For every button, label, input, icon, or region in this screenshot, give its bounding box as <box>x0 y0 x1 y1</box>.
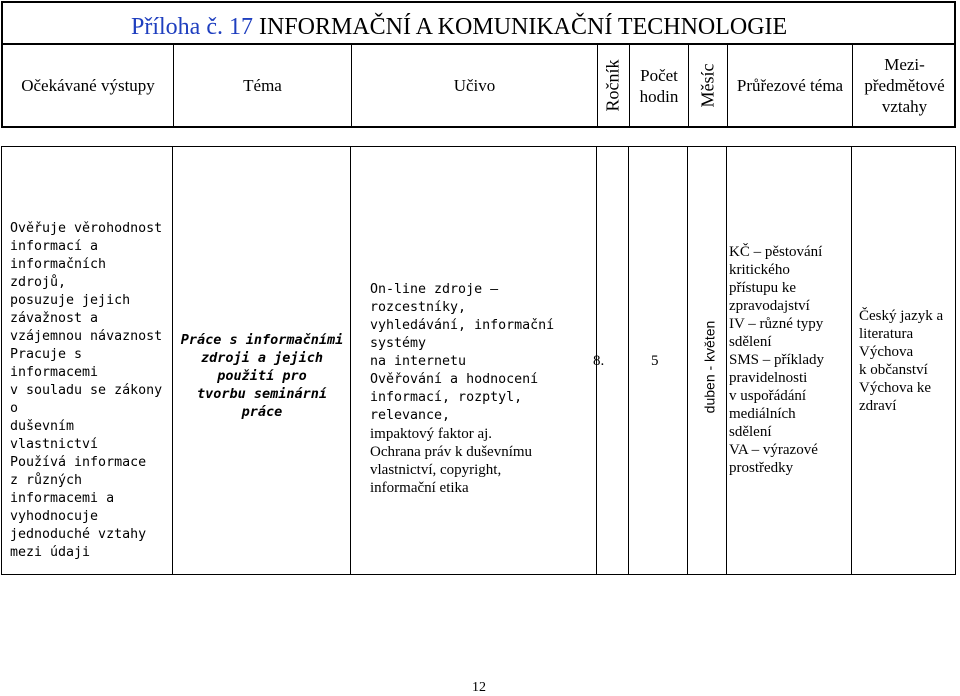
header-topic: Téma <box>243 76 282 95</box>
cell-inter-subject: Český jazyk a literatura Výchova k občanství Výchova ke zdraví <box>859 308 944 414</box>
header-grade: Ročník <box>602 59 623 112</box>
header-outputs: Očekávané výstupy <box>21 76 155 95</box>
title-main: INFORMAČNÍ A KOMUNIKAČNÍ TECHNOLOGIE <box>258 14 788 40</box>
header-month: Měsíc <box>697 63 718 108</box>
page-number: 12 <box>472 680 486 695</box>
cell-cross-topic: KČ – pěstování kritického přístupu ke zpravodajství IV – různé typy sdělení SMS – příklady pravidelnosti v uspořádání mediálních sdělení VA – výrazové prostředky <box>729 244 825 476</box>
title-box <box>1 1 956 45</box>
content-table <box>1 146 956 575</box>
cell-topic: Práce s informačními zdroji a jejich použití pro tvorbu seminární práce <box>180 332 344 420</box>
header-curriculum: Učivo <box>453 76 496 95</box>
cell-hours: 5 <box>651 353 659 369</box>
cell-curriculum: On-line zdroje – rozcestníky, vyhledávání, informační systémy na internetu Ověřování a hodnocení informací, rozptyl, relevance, impaktový faktor aj. Ochrana práv k duševnímu vlastnictví, copyright, informační etika <box>370 282 555 496</box>
cell-outputs: Ověřuje věrohodnost informací a informačních zdrojů, posuzuje jejich závažnost a vzájemnou návaznost Pracuje s informacemi v souladu se zákony o duševním vlastnictví Používá informace z různých informacemi a vyhodnocuje jednoduché vztahy mezi údaji <box>10 221 163 560</box>
cell-month: duben - květen <box>701 320 717 414</box>
header-inter-subject: Mezi-předmětové vztahy <box>864 55 945 116</box>
title-prefix: Příloha č. 17 <box>131 14 253 40</box>
header-hours: Počet hodin <box>639 65 679 106</box>
page-title <box>131 13 787 41</box>
header-row <box>1 45 956 128</box>
header-cross-topic: Průřezové téma <box>736 76 844 95</box>
cell-grade: 8. <box>593 353 605 369</box>
